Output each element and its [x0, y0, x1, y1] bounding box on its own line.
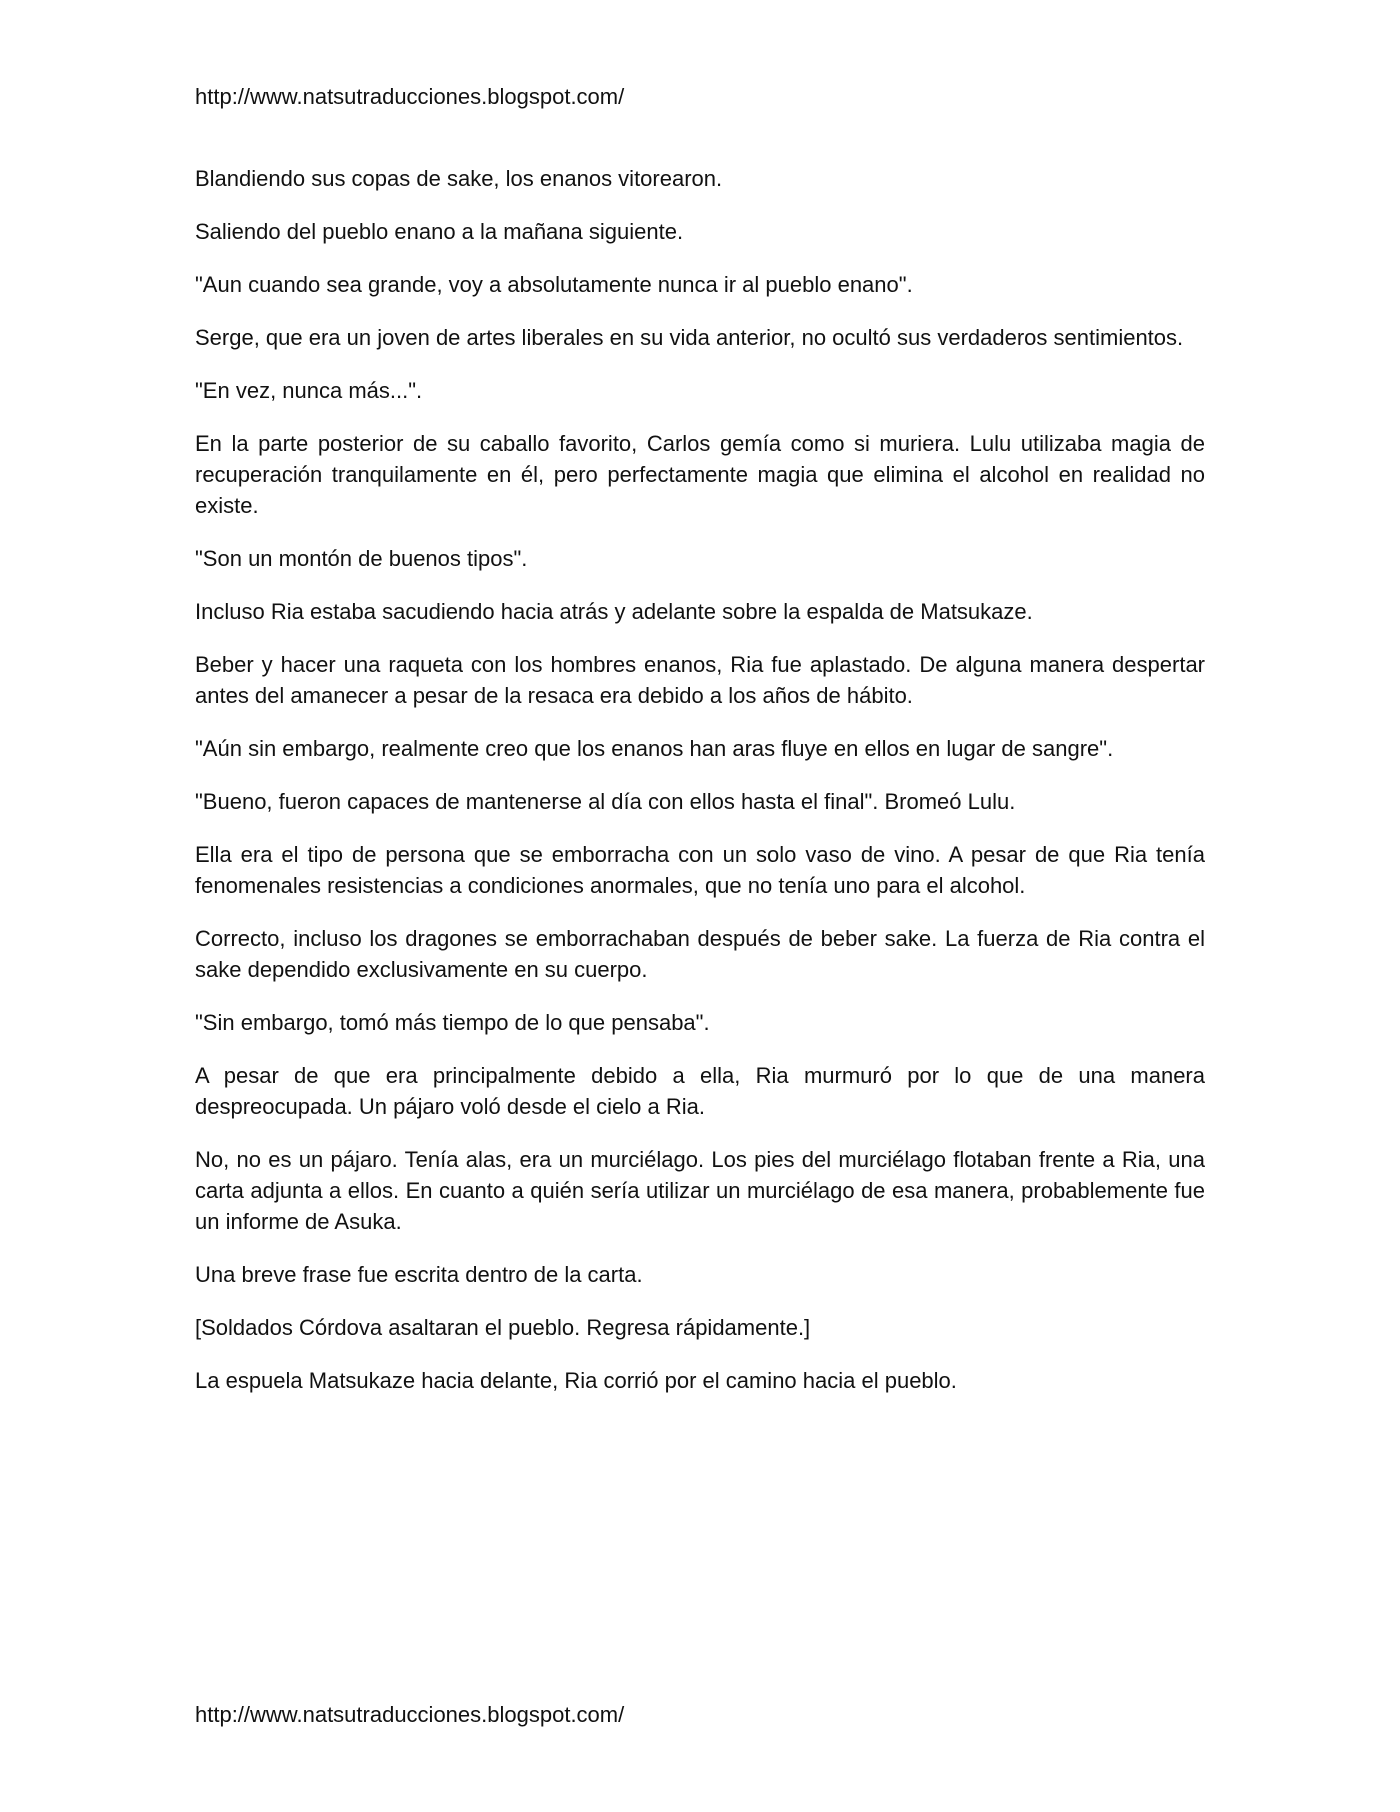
- paragraph: "Son un montón de buenos tipos".: [195, 546, 528, 571]
- footer-url: http://www.natsutraducciones.blogspot.com/: [195, 1702, 625, 1727]
- paragraph: La espuela Matsukaze hacia delante, Ria corrió por el camino hacia el pueblo.: [195, 1368, 957, 1393]
- paragraph: Una breve frase fue escrita dentro de la carta.: [195, 1262, 643, 1287]
- paragraph: "Aún sin embargo, realmente creo que los enanos han aras fluye en ellos en lugar de sangre".: [195, 736, 1114, 761]
- header-url: http://www.natsutraducciones.blogspot.com/: [195, 84, 625, 109]
- paragraph: "Sin embargo, tomó más tiempo de lo que pensaba".: [195, 1010, 710, 1035]
- paragraph: [Soldados Córdova asaltaran el pueblo. Regresa rápidamente.]: [195, 1315, 811, 1340]
- paragraph: Serge, que era un joven de artes liberales en su vida anterior, no ocultó sus verdaderos sentimientos.: [195, 325, 1184, 350]
- paragraph: A pesar de que era principalmente debido a ella, Ria murmuró por lo que de una manera despreocupada. Un pájaro voló desde el cielo a Ria.: [195, 1063, 1205, 1119]
- document-body: [195, 163, 1205, 1418]
- paragraph: Beber y hacer una raqueta con los hombres enanos, Ria fue aplastado. De alguna manera despertar antes del amanecer a pesar de la resaca era debido a los años de hábito.: [195, 652, 1205, 708]
- paragraph: Blandiendo sus copas de sake, los enanos vitorearon.: [195, 166, 723, 191]
- paragraph: En la parte posterior de su caballo favorito, Carlos gemía como si muriera. Lulu utilizaba magia de recuperación tranquilamente en él, pero perfectamente magia que elimina el alcohol en realidad no existe.: [195, 431, 1205, 518]
- paragraph: No, no es un pájaro. Tenía alas, era un murciélago. Los pies del murciélago flotaban frente a Ria, una carta adjunta a ellos. En cuanto a quién sería utilizar un murciélago de esa manera, probablemente fue un informe de Asuka.: [195, 1147, 1205, 1234]
- paragraph: "En vez, nunca más...".: [195, 378, 423, 403]
- paragraph: Saliendo del pueblo enano a la mañana siguiente.: [195, 219, 684, 244]
- paragraph: Correcto, incluso los dragones se emborrachaban después de beber sake. La fuerza de Ria contra el sake dependido exclusivamente en su cuerpo.: [195, 926, 1205, 982]
- paragraph: "Aun cuando sea grande, voy a absolutamente nunca ir al pueblo enano".: [195, 272, 913, 297]
- paragraph: Ella era el tipo de persona que se emborracha con un solo vaso de vino. A pesar de que Ria tenía fenomenales resistencias a condiciones anormales, que no tenía uno para el alcohol.: [195, 842, 1205, 898]
- paragraph: "Bueno, fueron capaces de mantenerse al día con ellos hasta el final". Bromeó Lulu.: [195, 789, 1016, 814]
- paragraph: Incluso Ria estaba sacudiendo hacia atrás y adelante sobre la espalda de Matsukaze.: [195, 599, 1033, 624]
